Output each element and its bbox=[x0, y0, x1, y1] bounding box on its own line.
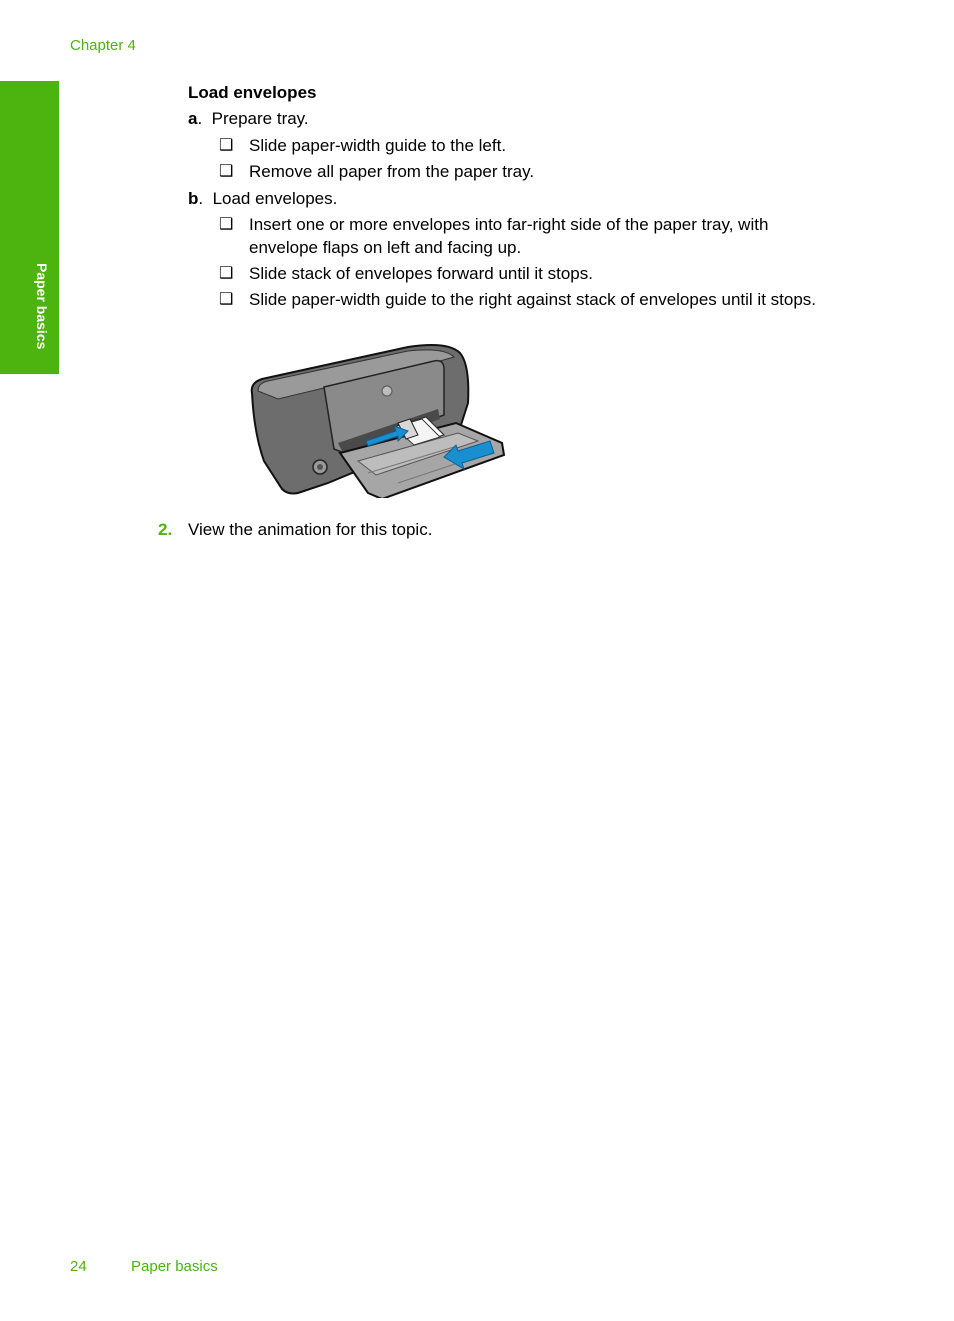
checkbox-icon: ❑ bbox=[219, 163, 234, 180]
list-item: Slide stack of envelopes forward until it stops. bbox=[249, 264, 593, 283]
list-item: Insert one or more envelopes into far-right side of the paper tray, with bbox=[249, 215, 769, 234]
side-tab bbox=[0, 81, 59, 374]
checkbox-icon: ❑ bbox=[219, 137, 234, 154]
list-item-continuation: envelope flaps on left and facing up. bbox=[249, 238, 522, 257]
step-b-text: Load envelopes. bbox=[212, 189, 338, 208]
checkbox-icon: ❑ bbox=[219, 216, 234, 233]
list-item: Remove all paper from the paper tray. bbox=[249, 162, 535, 181]
footer-section-title: Paper basics bbox=[131, 1258, 218, 1275]
step-number: 2. bbox=[158, 520, 173, 539]
chapter-header: Chapter 4 bbox=[70, 37, 136, 54]
step-a-text: Prepare tray. bbox=[211, 109, 309, 128]
step-2-text: View the animation for this topic. bbox=[188, 520, 433, 539]
step-a: a. Prepare tray. bbox=[188, 109, 309, 128]
checkbox-icon: ❑ bbox=[219, 291, 234, 308]
list-item: Slide paper-width guide to the right against stack of envelopes until it stops. bbox=[249, 290, 817, 309]
page-number: 24 bbox=[70, 1258, 87, 1275]
printer-envelope-illustration bbox=[248, 343, 506, 498]
list-item: Slide paper-width guide to the left. bbox=[249, 136, 507, 155]
step-b-letter: b bbox=[188, 189, 199, 208]
section-title: Load envelopes bbox=[188, 83, 317, 102]
checkbox-icon: ❑ bbox=[219, 265, 234, 282]
side-tab-label: Paper basics bbox=[34, 263, 50, 350]
step-b: b. Load envelopes. bbox=[188, 189, 338, 208]
step-a-letter: a bbox=[188, 109, 198, 128]
printer-icon bbox=[248, 343, 506, 498]
